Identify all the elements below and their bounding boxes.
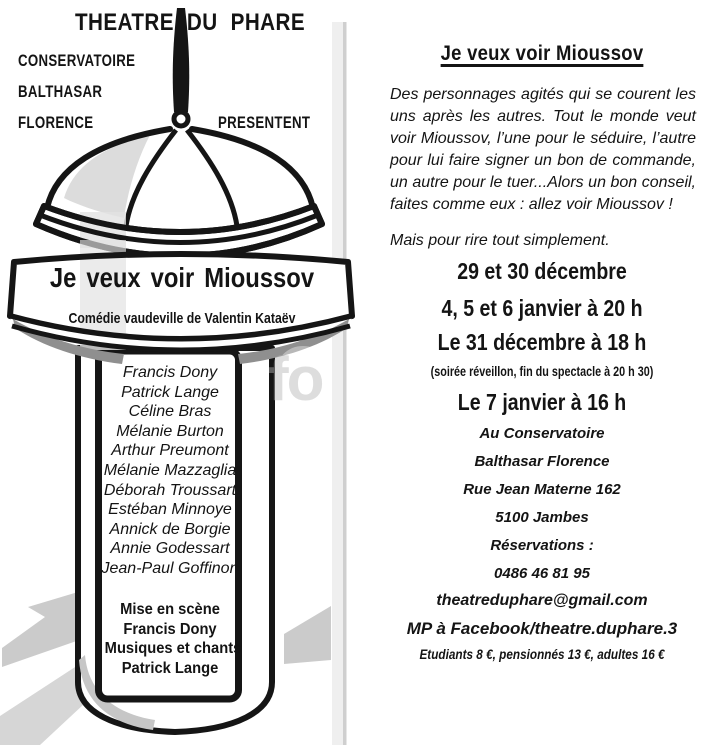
- venue-line: Balthasar Florence: [474, 453, 610, 470]
- date-heading: 29 et 30 décembre: [457, 258, 627, 284]
- watermark-text: fo: [268, 345, 323, 414]
- tagline: Mais pour rire tout simplement.: [390, 232, 610, 249]
- venue-line: Au Conservatoire: [479, 425, 605, 442]
- date-heading: Le 7 janvier à 16 h: [457, 389, 627, 415]
- cast-member: Annie Godessart: [110, 540, 230, 558]
- show-title-banner: Je veux voir Mioussov: [49, 262, 315, 293]
- show-description: Des personnages agités qui se courent les uns après les autres. Tout le monde veut voir Mioussov, l’une pour le séduire, l’autre pour lui faire signer un bon de commande, un autre pour le tuer...Alors un bon conseil, faites comme eux : allez voir Mioussov !: [390, 86, 696, 213]
- cast-member: Annick de Borgie: [109, 520, 231, 538]
- cast-member: Patrick Lange: [121, 383, 219, 401]
- cast-member: Francis Dony: [122, 364, 218, 381]
- crew-name: Patrick Lange: [121, 660, 219, 678]
- crew-list: [104, 600, 242, 679]
- watermark: [268, 345, 328, 414]
- date-heading: Le 31 décembre à 18 h: [437, 329, 647, 355]
- info-title: Je veux voir Mioussov: [440, 42, 644, 65]
- date-note: (soirée réveillon, fin du spectacle à 20 h 30): [430, 364, 654, 379]
- venue-address: Rue Jean Materne 162: [463, 481, 621, 498]
- crew-role: Musiques et chants: [104, 640, 242, 658]
- facebook-info: MP à Facebook/theatre.duphare.3: [406, 619, 678, 638]
- cast-member: Céline Bras: [128, 403, 212, 421]
- cast-member: Mélanie Mazzaglia: [103, 461, 237, 479]
- presenter-line-conservatoire: CONSERVATOIRE: [18, 51, 136, 70]
- spire-ball-icon: [174, 112, 188, 126]
- crew-name: Francis Dony: [123, 620, 217, 638]
- show-subtitle: Comédie vaudeville de Valentin Kataëv: [68, 310, 296, 327]
- ticket-prices: Etudiants 8 €, pensionnés 13 €, adultes 16 €: [419, 646, 665, 662]
- crew-role: Mise en scène: [120, 601, 220, 618]
- cast-list: [99, 363, 241, 579]
- cast-member: Mélanie Burton: [116, 422, 224, 440]
- cast-member: Déborah Troussart: [103, 481, 237, 499]
- presenter-line-balthasar: BALTHASAR: [18, 82, 103, 101]
- cast-member: Jean-Paul Goffinon: [101, 559, 239, 577]
- present-label: PRESENTENT: [218, 113, 311, 132]
- reservations-label: Réservations :: [490, 537, 594, 554]
- date-heading: 4, 5 et 6 janvier à 20 h: [441, 295, 643, 321]
- info-panel: [384, 0, 700, 745]
- phone-number: 0486 46 81 95: [494, 565, 590, 582]
- presenter-line-florence: FLORENCE: [18, 113, 94, 132]
- theatre-name: THEATRE DU PHARE: [74, 9, 306, 36]
- email-address: theatreduphare@gmail.com: [436, 592, 648, 609]
- cast-member: Arthur Preumont: [111, 442, 229, 460]
- cast-member: Estéban Minnoye: [108, 501, 232, 519]
- image-border-band: [332, 22, 347, 745]
- venue-city: 5100 Jambes: [495, 509, 589, 526]
